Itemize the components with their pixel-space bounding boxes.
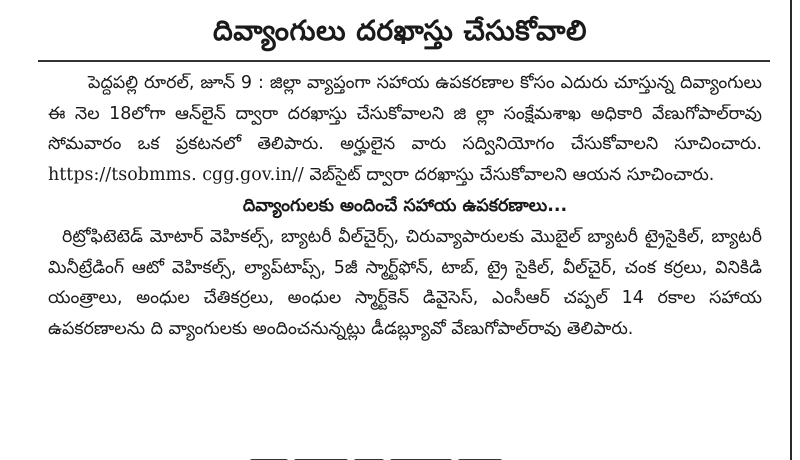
website-url: https://tsobmms. cgg.gov.in// (48, 164, 304, 185)
article-subheading: దివ్యాంగులకు అందించే సహాయ ఉపకరణాలు... (242, 196, 568, 216)
cut-off-next-line (250, 448, 520, 460)
paragraph-1-lead: పెద్దపల్లి రూరల్, జూన్ 9 : జిల్లా వ్యాప్తంగా సహాయ ఉపకరణాల కోసం ఎదురు చూస్తున్న దివ్యాంగులు ఈ నెల 18లోగా ఆన్‌లైన్ ద్వారా దరఖాస్తు చేసుకోవాలని జి ల్లా సంక్షేమశాఖ అధికారి వేణుగోపాల్‌రావు సోమవారం ఒక ప్రకటనలో తెలిపారు. అర్హులైన వారు సద్వినియోగం చేసుకోవాలని సూచించారు. (48, 73, 762, 154)
article-headline: దివ్యాంగులు దరఖాస్తు చేసుకోవాలి (212, 14, 588, 47)
paragraph-1-tail: వెబ్‌సైట్ ద్వారా దరఖాస్తు చేసుకోవాలని ఆయన సూచించారు. (309, 164, 715, 185)
page-edge-border (790, 0, 792, 460)
article-paragraph-1 (48, 68, 762, 190)
headline-rule (38, 60, 770, 62)
article-paragraph-2: రిట్రోఫిటెటెడ్ మోటార్ వెహికల్స్, బ్యాటరీ వీల్‌చైర్స్, చిరువ్యాపారులకు మొబైల్ బ్యాటరీ ట్రైసైకిల్, బ్యాటరీ మినీట్రేడింగ్ ఆటో వెహికల్స్, ల్యాప్‌టాప్స్, 5జీ స్మార్ట్‌ఫోన్, టాబ్, ట్రై సైకిల్, వీల్‌చైర్, చంక కర్రలు, వినికిడి యంత్రాలు, అంధుల చేతికర్రలు, అంధుల స్మార్ట్‌కెన్ డివైసెస్, ఎంసీఆర్ చప్పల్ 14 రకాల సహాయ ఉపకరణాలను ది వ్యాంగులకు అందించనున్నట్లు డీడబ్ల్యూవో వేణుగోపాల్‌రావు తెలిపారు. (48, 227, 762, 339)
article-body (48, 68, 762, 344)
